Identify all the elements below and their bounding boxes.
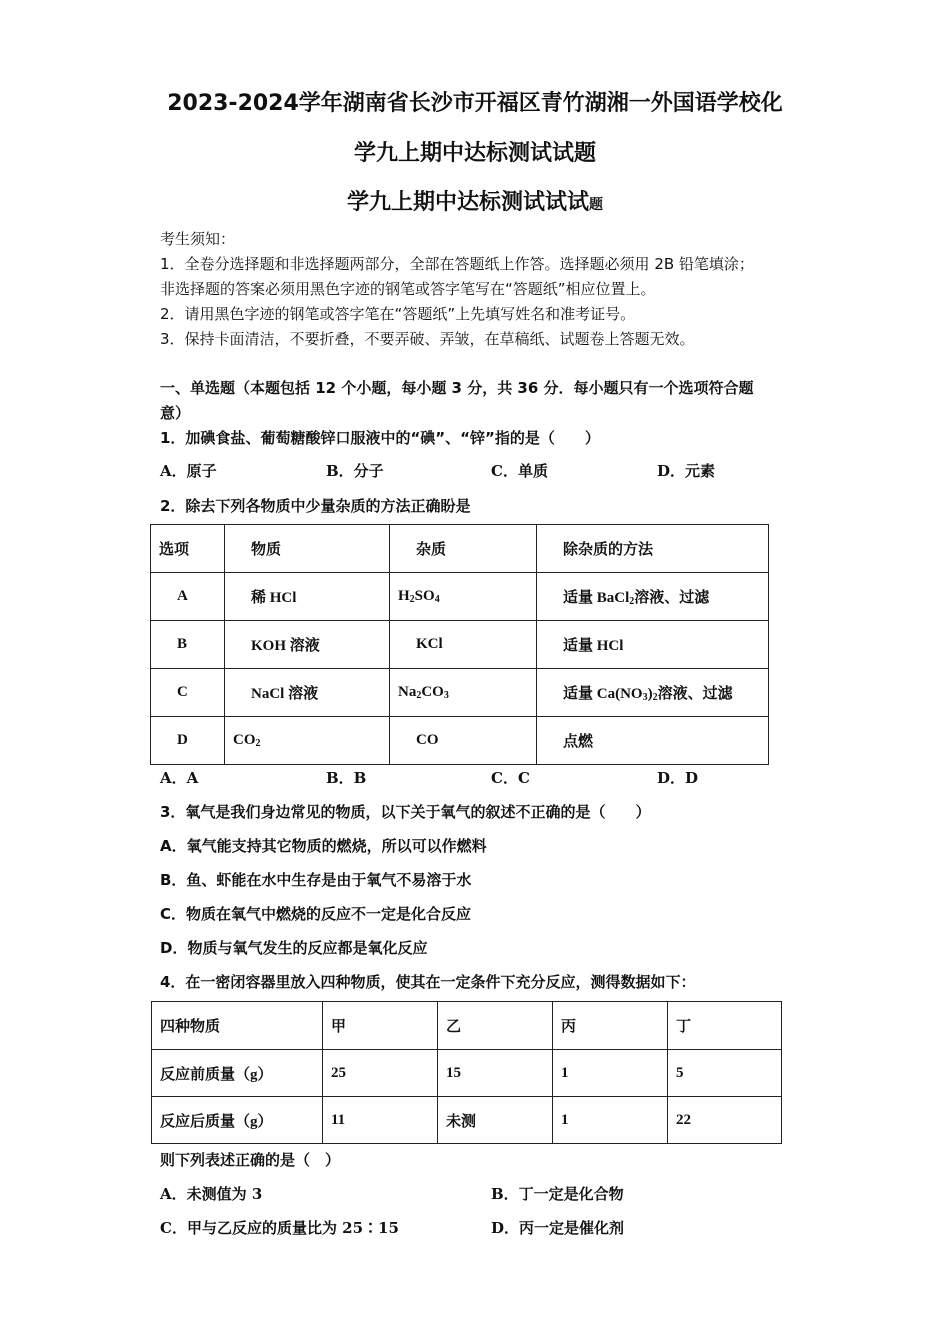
question-2-option-b[interactable]: B．B xyxy=(326,769,367,787)
formula-part: CO xyxy=(421,684,444,700)
document-title-line-3 xyxy=(0,185,950,216)
section-heading: 一、单选题（本题包括 12 个小题，每小题 3 分，共 36 分．每小题只有一个选项符合题 xyxy=(160,379,754,397)
table-header-cell: 选项 xyxy=(151,525,225,573)
value-cell: 5 xyxy=(668,1050,782,1097)
method-text: 适量 Ca(NO xyxy=(563,686,643,702)
question-3-stem: 3．氧气是我们身边常见的物质，以下关于氧气的叙述不正确的是（ ） xyxy=(160,803,651,821)
document-title-line-2: 学九上期中达标测试试题 xyxy=(353,141,596,166)
table-header-cell: 除杂质的方法 xyxy=(537,525,769,573)
row-label-cell: 反应前质量（g） xyxy=(152,1050,323,1097)
notice-item-1: 1．全卷分选择题和非选择题两部分，全部在答题纸上作答。选择题必须用 2B 铅笔填涂； xyxy=(160,255,754,273)
title-line-3-main: 学九上期中达标测试试试 xyxy=(346,190,589,215)
impurity-cell xyxy=(390,669,537,717)
substance-cell: 稀 HCl xyxy=(225,573,390,621)
table-row xyxy=(151,573,769,621)
formula-subscript: 4 xyxy=(434,594,440,605)
table-row xyxy=(151,717,769,765)
method-cell: 点燃 xyxy=(537,717,769,765)
impurity-cell: CO xyxy=(390,717,537,765)
table-header-row xyxy=(151,525,769,573)
notice-item-1-cont: 非选择题的答案必须用黑色字迹的钢笔或答字笔写在“答题纸”相应位置上。 xyxy=(160,280,656,298)
formula-part: SO xyxy=(414,588,435,604)
question-4-option-a[interactable]: A．未测值为 3 xyxy=(160,1185,263,1203)
question-1-option-d[interactable]: D．元素 xyxy=(657,462,716,480)
question-1-option-b[interactable]: B．分子 xyxy=(326,462,384,480)
question-2-option-d[interactable]: D．D xyxy=(657,769,699,787)
table-row xyxy=(151,621,769,669)
question-4-option-b[interactable]: B．丁一定是化合物 xyxy=(491,1185,624,1203)
impurity-removal-table xyxy=(150,524,769,765)
formula-subscript: 2 xyxy=(629,596,635,607)
substance-cell xyxy=(225,717,390,765)
table-row xyxy=(151,669,769,717)
notice-heading: 考生须知： xyxy=(160,230,236,248)
substance-cell: NaCl 溶液 xyxy=(225,669,390,717)
method-cell xyxy=(537,669,769,717)
question-4-stem: 4．在一密闭容器里放入四种物质，使其在一定条件下充分反应，测得数据如下： xyxy=(160,973,696,991)
method-text: ) xyxy=(647,686,653,702)
question-4-option-c[interactable]: C．甲与乙反应的质量比为 25∶15 xyxy=(160,1219,399,1237)
table-row xyxy=(152,1097,782,1144)
formula-subscript: 2 xyxy=(416,690,422,701)
value-cell: 25 xyxy=(323,1050,438,1097)
reaction-mass-table xyxy=(151,1001,782,1144)
question-4-option-d[interactable]: D．丙一定是催化剂 xyxy=(491,1219,625,1237)
value-cell: 未测 xyxy=(438,1097,553,1144)
option-cell: D xyxy=(151,717,225,765)
question-1-option-a[interactable]: A．原子 xyxy=(160,462,217,480)
table-header-cell: 物质 xyxy=(225,525,390,573)
method-text: 适量 BaCl xyxy=(563,590,630,606)
value-cell: 22 xyxy=(668,1097,782,1144)
question-2-option-a[interactable]: A．A xyxy=(160,769,199,787)
method-text: 溶液、过滤 xyxy=(634,590,710,606)
option-cell: C xyxy=(151,669,225,717)
impurity-cell: KCl xyxy=(390,621,537,669)
document-title-line-1: 2023-2024学年湖南省长沙市开福区青竹湖湘一外国语学校化 xyxy=(167,91,783,116)
substance-cell: KOH 溶液 xyxy=(225,621,390,669)
formula-part: H xyxy=(398,588,410,604)
impurity-cell xyxy=(390,573,537,621)
table-header-cell: 乙 xyxy=(438,1002,553,1050)
table-header-cell: 甲 xyxy=(323,1002,438,1050)
formula-part: CO xyxy=(233,732,256,748)
value-cell: 15 xyxy=(438,1050,553,1097)
table-header-cell: 四种物质 xyxy=(152,1002,323,1050)
formula-subscript: 3 xyxy=(642,692,648,703)
option-cell: B xyxy=(151,621,225,669)
option-cell: A xyxy=(151,573,225,621)
table-header-cell: 杂质 xyxy=(390,525,537,573)
formula-subscript: 3 xyxy=(443,690,449,701)
method-cell xyxy=(537,573,769,621)
question-2-option-c[interactable]: C．C xyxy=(491,769,530,787)
table-header-row xyxy=(152,1002,782,1050)
question-1-stem: 1．加碘食盐、葡萄糖酸锌口服液中的“碘”、“锌”指的是（ ） xyxy=(160,429,600,447)
question-2-stem: 2．除去下列各物质中少量杂质的方法正确盼是 xyxy=(160,497,471,515)
question-3-option-b[interactable]: B．鱼、虾能在水中生存是由于氧气不易溶于水 xyxy=(160,871,472,889)
section-heading-cont: 意） xyxy=(160,404,191,422)
notice-item-3: 3．保持卡面清洁，不要折叠，不要弄破、弄皱，在草稿纸、试题卷上答题无效。 xyxy=(160,330,695,348)
method-cell: 适量 HCl xyxy=(537,621,769,669)
title-line-3-small: 题 xyxy=(589,197,603,213)
formula-part: Na xyxy=(398,684,417,700)
formula-subscript: 2 xyxy=(409,594,415,605)
value-cell: 11 xyxy=(323,1097,438,1144)
question-4-follow-up: 则下列表述正确的是（ ） xyxy=(160,1151,341,1169)
method-text: 溶液、过滤 xyxy=(657,686,733,702)
row-label-cell: 反应后质量（g） xyxy=(152,1097,323,1144)
value-cell: 1 xyxy=(553,1050,668,1097)
question-1-option-c[interactable]: C．单质 xyxy=(491,462,548,480)
formula-subscript: 2 xyxy=(255,738,261,749)
formula-subscript: 2 xyxy=(652,692,658,703)
question-3-option-c[interactable]: C．物质在氧气中燃烧的反应不一定是化合反应 xyxy=(160,905,472,923)
table-header-cell: 丁 xyxy=(668,1002,782,1050)
question-3-option-d[interactable]: D．物质与氧气发生的反应都是氧化反应 xyxy=(160,939,428,957)
notice-item-2: 2．请用黑色字迹的钢笔或答字笔在“答题纸”上先填写姓名和准考证号。 xyxy=(160,305,636,323)
question-3-option-a[interactable]: A．氧气能支持其它物质的燃烧，所以可以作燃料 xyxy=(160,837,487,855)
table-row xyxy=(152,1050,782,1097)
value-cell: 1 xyxy=(553,1097,668,1144)
table-header-cell: 丙 xyxy=(553,1002,668,1050)
